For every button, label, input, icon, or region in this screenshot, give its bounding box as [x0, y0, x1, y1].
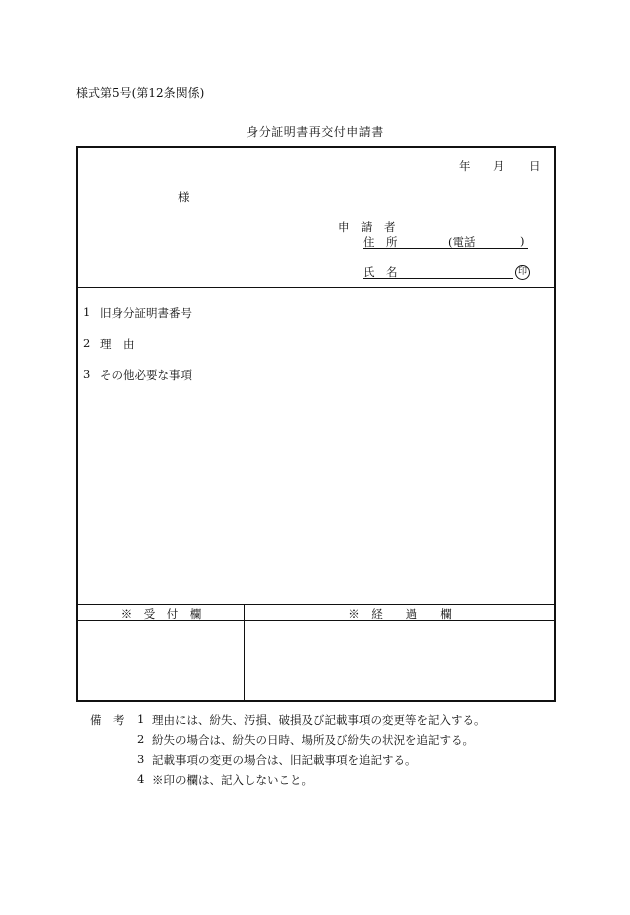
page-title: 身分証明書再交付申請書 [246, 125, 384, 139]
note-1-text: 理由には、紛失、汚損、破損及び記載事項の変更等を記入する。 [152, 713, 486, 727]
date-year-label: 年 [459, 159, 471, 173]
phone-open-label: (電話 [448, 235, 476, 249]
note-4-text: ※印の欄は、記入しないこと。 [152, 773, 313, 787]
applicant-label: 申 請 者 [338, 220, 396, 234]
form-number: 様式第5号(第12条関係) [76, 86, 205, 100]
item-2-number: 2 [83, 336, 91, 350]
date-month-label: 月 [493, 159, 505, 173]
note-3-number: 3 [137, 752, 145, 766]
item-3-label: その他必要な事項 [100, 368, 192, 382]
notes-label: 備 考 [90, 713, 125, 727]
note-2-text: 紛失の場合は、紛失の日時、場所及び紛失の状況を追記する。 [152, 733, 474, 747]
note-1-number: 1 [137, 712, 145, 726]
progress-cell[interactable] [245, 621, 555, 701]
name-label: 氏 名 [363, 265, 398, 279]
phone-close-label: ) [520, 234, 525, 248]
date-day-label: 日 [529, 159, 541, 173]
seal-icon: 印 [515, 265, 530, 280]
address-field[interactable] [363, 234, 528, 249]
item-1-number: 1 [83, 305, 91, 319]
item-3-number: 3 [83, 367, 91, 381]
address-label: 住 所 [363, 235, 398, 249]
note-4-number: 4 [137, 772, 145, 786]
name-field[interactable] [363, 264, 513, 279]
note-3-text: 記載事項の変更の場合は、旧記載事項を追記する。 [152, 753, 417, 767]
item-1-label: 旧身分証明書番号 [100, 306, 192, 320]
reception-cell[interactable] [78, 621, 244, 701]
progress-column-header: ※ 経 過 欄 [348, 607, 452, 621]
header-divider [78, 287, 554, 288]
note-2-number: 2 [137, 732, 145, 746]
bottom-section-top-line [78, 604, 554, 605]
addressee-suffix: 様 [178, 190, 190, 204]
application-form [76, 146, 556, 702]
item-2-label: 理 由 [100, 337, 135, 351]
reception-column-header: ※ 受 付 欄 [120, 607, 202, 621]
